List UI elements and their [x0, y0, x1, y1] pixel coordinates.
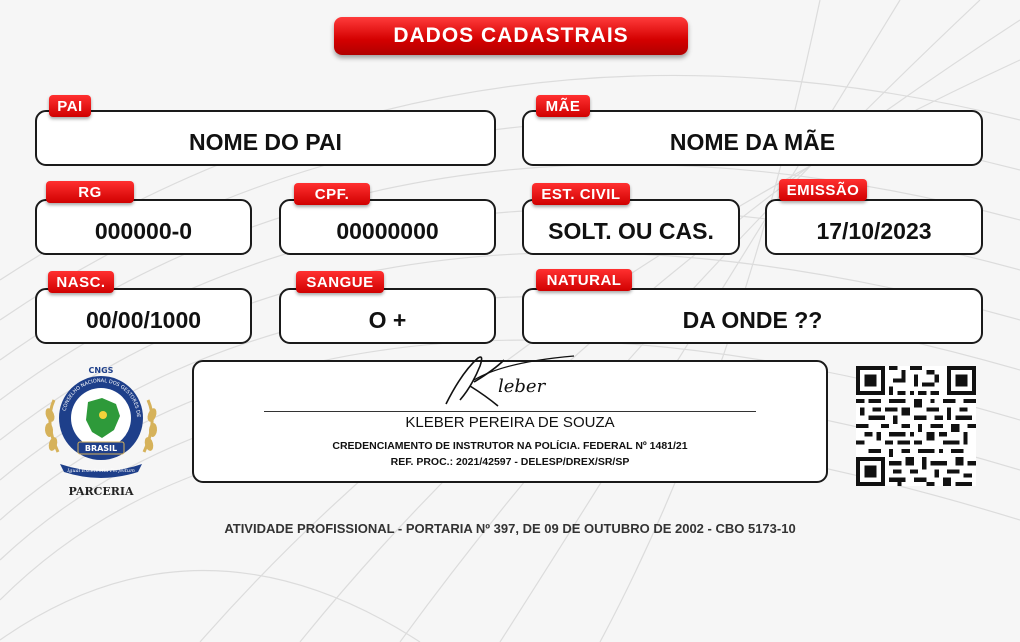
field-pai [35, 110, 496, 166]
signature-box [192, 360, 828, 483]
partner-label: PARCERIA [68, 485, 134, 498]
field-natural-value: DA ONDE ?? [682, 306, 823, 333]
tag-nasc: NASC. [48, 271, 114, 293]
tag-rg: RG [46, 181, 134, 203]
field-emissao [765, 199, 983, 255]
field-sangue-value: O + [368, 306, 407, 333]
reference-text: REF. PROC.: 2021/42597 - DELESP/DREX/SR/SP [390, 456, 630, 468]
field-est-civil-value: SOLT. OU CAS. [548, 217, 714, 244]
handwritten-signature [434, 352, 604, 412]
credential-text: CREDENCIAMENTO DE INSTRUTOR NA POLÍCIA. FEDERAL Nº 1481/21 [332, 440, 688, 452]
tag-emissao: EMISSÃO [779, 179, 867, 201]
field-cpf [279, 199, 496, 255]
seal-country: BRASIL [84, 444, 118, 453]
signatory-name: KLEBER PEREIRA DE SOUZA [405, 414, 615, 431]
field-est-civil [522, 199, 740, 255]
field-rg-value: 000000-0 [94, 217, 193, 244]
page-title: DADOS CADASTRAIS [334, 17, 688, 55]
field-nasc-value: 00/00/1000 [85, 306, 202, 333]
tag-mae: MÃE [536, 95, 590, 117]
cngs-seal-logo [40, 360, 162, 480]
svg-text:leber: leber [498, 376, 546, 397]
field-nasc [35, 288, 252, 344]
field-sangue [279, 288, 496, 344]
footer-text: ATIVIDADE PROFISSIONAL - PORTARIA Nº 397, DE 09 DE OUTUBRO DE 2002 - CBO 5173-10 [224, 521, 796, 536]
tag-pai: PAI [49, 95, 91, 117]
seal-motto: Igual Excelentia Perfeitum [67, 468, 135, 474]
field-emissao-value: 17/10/2023 [816, 217, 932, 244]
tag-est-civil: EST. CIVIL [532, 183, 630, 205]
seal-acronym: CNGS [88, 366, 114, 375]
tag-sangue: SANGUE [296, 271, 384, 293]
field-rg [35, 199, 252, 255]
tag-cpf: CPF. [294, 183, 370, 205]
tag-natural: NATURAL [536, 269, 632, 291]
field-mae [522, 110, 983, 166]
qr-code [856, 366, 976, 486]
field-cpf-value: 00000000 [336, 217, 439, 244]
field-pai-value: NOME DO PAI [189, 128, 342, 155]
field-natural [522, 288, 983, 344]
seal-ring-text: CONSELHO NACIONAL DOS GESTORES DE [61, 377, 142, 418]
signature-line [264, 411, 756, 412]
field-mae-value: NOME DA MÃE [669, 128, 836, 155]
